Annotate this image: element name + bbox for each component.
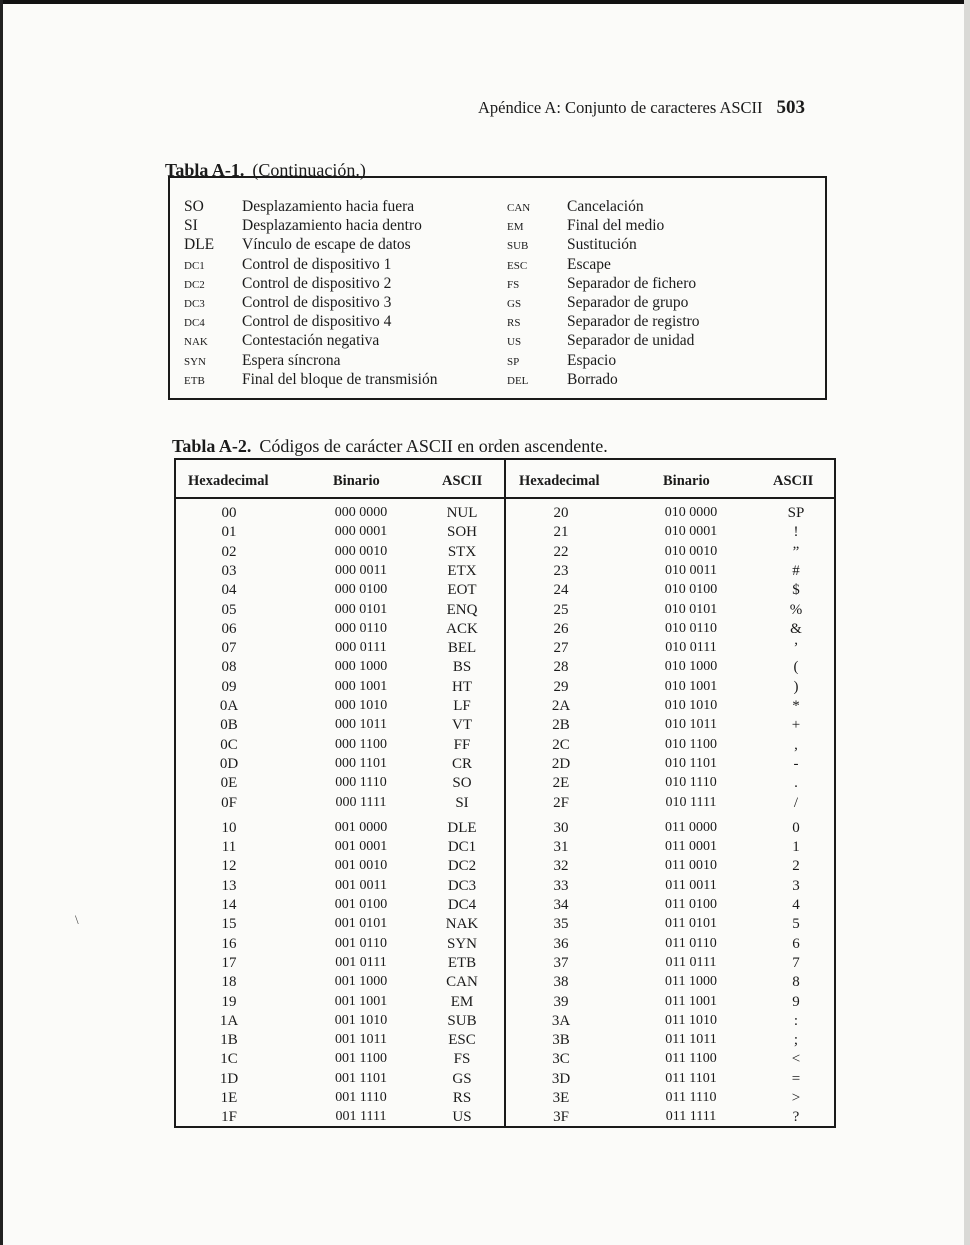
scan-edge-left — [0, 0, 3, 1245]
cell-hex-right: 28 — [553, 659, 569, 676]
table1-desc2: Final del medio — [567, 217, 665, 235]
cell-bin-right: 010 0011 — [665, 562, 717, 578]
table1-row — [170, 313, 825, 332]
cell-hex-right: 24 — [553, 582, 569, 599]
cell-bin-right: 010 1111 — [665, 794, 717, 810]
cell-bin-right: 011 0100 — [665, 897, 717, 912]
cell-bin-left: 001 1110 — [335, 1090, 387, 1105]
cell-bin-right: 011 1011 — [665, 1032, 717, 1048]
cell-hex-right: 32 — [553, 858, 569, 875]
cell-ascii-right: 4 — [792, 897, 800, 913]
cell-bin-right: 010 1000 — [664, 659, 718, 675]
cell-bin-right: 011 0000 — [665, 819, 717, 835]
cell-bin-left: 000 1001 — [334, 678, 388, 694]
cell-bin-left: 000 0000 — [334, 505, 388, 520]
cell-bin-left: 001 0100 — [334, 897, 388, 912]
cell-bin-right: 010 1100 — [665, 736, 717, 752]
cell-hex-right: 3C — [552, 1051, 570, 1068]
cell-hex-left: 07 — [221, 640, 237, 657]
table1-abbr2: RS — [507, 317, 521, 330]
table1-abbr2: US — [507, 336, 522, 349]
cell-bin-left: 001 1100 — [335, 1051, 387, 1067]
table-row — [176, 936, 834, 955]
cell-ascii-left: ETB — [447, 954, 477, 971]
table-row — [176, 698, 834, 717]
table1-abbr2: SUB — [507, 240, 529, 253]
page-number: 503 — [776, 97, 806, 118]
cell-ascii-left: HT — [452, 678, 472, 695]
table1-abbr: SI — [184, 217, 198, 235]
table-row — [176, 1109, 834, 1128]
cell-hex-right: 38 — [553, 974, 569, 991]
cell-bin-left: 001 1000 — [334, 974, 388, 990]
table-row — [176, 839, 834, 858]
cell-hex-left: 04 — [221, 582, 237, 599]
cell-ascii-right: = — [791, 1070, 801, 1087]
cell-hex-left: 10 — [221, 819, 237, 836]
cell-bin-right: 010 0001 — [664, 524, 718, 540]
cell-hex-right: 34 — [553, 897, 569, 913]
cell-hex-right: 2E — [552, 775, 570, 792]
table1-row — [170, 352, 825, 371]
table1-abbr2: EM — [507, 221, 524, 234]
cell-hex-left: 06 — [221, 620, 237, 637]
cell-bin-right: 010 0010 — [664, 543, 718, 559]
cell-bin-left: 001 0101 — [334, 916, 388, 932]
cell-bin-left: 000 0101 — [334, 601, 388, 617]
table1-desc2: Separador de unidad — [567, 332, 695, 350]
cell-ascii-right: ; — [793, 1032, 799, 1049]
table1-row — [170, 275, 825, 294]
table1-desc2: Cancelación — [567, 198, 644, 215]
cell-ascii-right: 6 — [792, 935, 800, 952]
table-row — [176, 544, 834, 563]
cell-hex-left: 0C — [220, 736, 238, 753]
scan-edge-top — [0, 0, 970, 4]
cell-ascii-left: CR — [451, 755, 472, 772]
header-ascii-right: ASCII — [773, 473, 814, 489]
table1-desc: Espera síncrona — [242, 351, 341, 369]
table-row — [176, 737, 834, 756]
cell-ascii-left: SOH — [446, 524, 477, 541]
table1-box — [168, 176, 827, 400]
cell-hex-left: 16 — [221, 935, 237, 952]
table1-abbr2: DEL — [507, 374, 529, 387]
cell-hex-left: 11 — [221, 839, 237, 856]
cell-ascii-right: , — [794, 736, 798, 753]
table1-abbr2: CAN — [507, 202, 531, 214]
cell-hex-left: 1C — [220, 1051, 238, 1068]
cell-bin-left: 000 1110 — [335, 775, 387, 791]
cell-bin-right: 011 1001 — [665, 993, 717, 1009]
cell-hex-left: 08 — [221, 659, 237, 676]
cell-ascii-right: 8 — [792, 974, 800, 991]
cell-ascii-left: FF — [453, 736, 471, 753]
table1-row — [170, 256, 825, 275]
cell-ascii-right: ” — [792, 543, 800, 560]
cell-ascii-right: SP — [787, 505, 805, 521]
cell-bin-right: 010 1011 — [665, 717, 717, 733]
cell-hex-right: 23 — [553, 562, 569, 579]
cell-ascii-left: DLE — [447, 819, 477, 836]
table1-desc2: Espacio — [567, 351, 617, 369]
table-row — [176, 897, 834, 916]
cell-bin-left: 001 1010 — [334, 1012, 388, 1028]
cell-ascii-right: # — [792, 562, 800, 579]
cell-bin-left: 001 0000 — [334, 819, 388, 835]
table-row — [176, 756, 834, 775]
table2-box — [174, 458, 836, 1128]
table-row — [176, 1032, 834, 1051]
cell-hex-left: 1A — [219, 1012, 239, 1029]
cell-bin-left: 000 0001 — [334, 524, 388, 540]
cell-ascii-right: ) — [793, 678, 799, 695]
cell-ascii-right: ’ — [793, 640, 799, 657]
cell-bin-left: 000 0011 — [335, 562, 387, 578]
cell-bin-right: 011 0011 — [665, 877, 717, 893]
cell-bin-right: 011 0001 — [665, 839, 717, 855]
cell-hex-left: 0E — [220, 775, 238, 792]
cell-ascii-left: ETX — [447, 562, 477, 579]
cell-bin-left: 000 1100 — [335, 736, 387, 752]
cell-bin-left: 000 0111 — [335, 640, 387, 656]
cell-bin-left: 001 0110 — [335, 935, 387, 951]
cell-bin-right: 011 1111 — [665, 1109, 717, 1125]
table2-caption — [172, 436, 608, 457]
cell-ascii-right: * — [792, 698, 800, 714]
cell-bin-left: 000 1000 — [334, 659, 388, 675]
header-ascii-left: ASCII — [442, 473, 483, 489]
cell-hex-left: 1B — [220, 1032, 238, 1049]
cell-ascii-right: / — [793, 794, 799, 811]
table-row — [176, 1090, 834, 1109]
table1-desc2: Separador de fichero — [567, 274, 697, 292]
cell-bin-right: 010 0000 — [664, 505, 718, 520]
table2-label: Tabla A-2. — [172, 436, 252, 456]
cell-ascii-left: ACK — [446, 620, 478, 637]
cell-ascii-left: SI — [455, 794, 469, 811]
cell-bin-right: 011 1000 — [665, 974, 717, 990]
table1-abbr2: ESC — [507, 259, 528, 272]
cell-ascii-left: BS — [452, 659, 472, 676]
table1-caption-text: (Continuación.) — [252, 160, 366, 180]
cell-bin-right: 010 0101 — [664, 601, 718, 617]
cell-ascii-right: - — [793, 755, 799, 772]
cell-bin-right: 011 1110 — [665, 1090, 717, 1105]
cell-hex-right: 33 — [553, 877, 569, 894]
table1-desc: Contestación negativa — [242, 332, 380, 350]
cell-hex-left: 05 — [221, 601, 237, 618]
cell-bin-left: 000 1101 — [335, 755, 387, 771]
cell-bin-right: 011 1101 — [665, 1070, 717, 1086]
cell-ascii-left: DC2 — [447, 858, 477, 875]
cell-ascii-right: 0 — [792, 819, 800, 836]
table1-row — [170, 371, 825, 390]
cell-ascii-left: SYN — [446, 935, 477, 952]
cell-hex-left: 14 — [221, 897, 237, 913]
cell-hex-right: 2C — [552, 736, 570, 753]
cell-ascii-left: LF — [453, 698, 471, 714]
table1-abbr: DC4 — [184, 317, 205, 330]
table1-abbr: ETB — [184, 374, 205, 387]
cell-bin-left: 000 0100 — [334, 582, 388, 598]
cell-hex-right: 3E — [552, 1090, 570, 1106]
cell-ascii-left: DC3 — [447, 877, 477, 894]
table1-desc: Control de dispositivo 4 — [242, 313, 392, 331]
cell-bin-left: 000 0010 — [334, 543, 388, 559]
cell-hex-left: 01 — [221, 524, 237, 541]
table1-row — [170, 217, 825, 236]
header-title: Apéndice A: Conjunto de caracteres ASCII — [478, 98, 763, 117]
cell-bin-left: 001 0011 — [335, 877, 387, 893]
header-divider — [176, 497, 834, 499]
header-hex-left: Hexadecimal — [188, 473, 269, 489]
table1-abbr: NAK — [184, 336, 208, 349]
cell-ascii-left: US — [452, 1109, 472, 1126]
cell-bin-left: 001 0001 — [334, 839, 388, 855]
cell-bin-left: 001 0111 — [335, 954, 387, 970]
cell-hex-right: 3B — [552, 1032, 570, 1049]
cell-bin-right: 010 1101 — [665, 755, 717, 771]
cell-ascii-right: ? — [792, 1109, 800, 1126]
cell-ascii-left: FS — [453, 1051, 471, 1068]
cell-hex-left: 0F — [221, 794, 237, 811]
cell-ascii-right: 7 — [792, 954, 800, 971]
cell-ascii-left: BEL — [447, 640, 477, 657]
table-row — [176, 621, 834, 640]
cell-hex-right: 31 — [553, 839, 569, 856]
cell-ascii-left: VT — [452, 717, 472, 734]
table1-desc: Control de dispositivo 3 — [242, 294, 392, 311]
table-row — [176, 679, 834, 698]
cell-ascii-right: 1 — [792, 839, 800, 856]
table1-abbr2: FS — [507, 278, 520, 291]
cell-bin-left: 001 0010 — [334, 858, 388, 874]
cell-ascii-left: CAN — [446, 974, 478, 991]
table1-abbr2: GS — [507, 298, 522, 310]
cell-hex-left: 15 — [221, 916, 237, 933]
cell-hex-left: 0A — [219, 698, 239, 714]
cell-hex-right: 35 — [553, 916, 569, 933]
cell-bin-left: 000 1111 — [335, 794, 387, 810]
table-row — [176, 659, 834, 678]
cell-ascii-right: % — [789, 601, 803, 618]
cell-ascii-left: EOT — [447, 582, 477, 599]
table1-desc2: Separador de registro — [567, 313, 700, 331]
table-row — [176, 524, 834, 543]
table-row — [176, 878, 834, 897]
cell-ascii-left: ESC — [448, 1032, 476, 1049]
table1-row — [170, 236, 825, 255]
table1-desc: Final del bloque de transmisión — [242, 370, 438, 388]
stray-mark: \ — [75, 912, 79, 927]
cell-hex-left: 03 — [221, 562, 237, 579]
cell-bin-right: 011 1100 — [665, 1051, 717, 1067]
cell-ascii-left: DC4 — [447, 897, 477, 913]
cell-bin-right: 010 0110 — [665, 620, 717, 636]
table-row — [176, 717, 834, 736]
scan-edge-right — [964, 0, 970, 1245]
cell-ascii-right: : — [793, 1012, 799, 1029]
table1-abbr2: SP — [507, 355, 520, 368]
table1-abbr: DC1 — [184, 259, 205, 272]
table1-row — [170, 332, 825, 351]
cell-bin-right: 011 0101 — [665, 916, 717, 932]
cell-bin-left: 000 1011 — [335, 717, 387, 733]
cell-hex-right: 37 — [553, 954, 569, 971]
table1-label: Tabla A-1. — [165, 160, 245, 180]
table2-caption-text: Códigos de carácter ASCII en orden ascendente. — [259, 436, 608, 456]
table-row — [176, 1013, 834, 1032]
cell-ascii-right: 5 — [792, 916, 800, 933]
table-row — [176, 640, 834, 659]
cell-ascii-left: NUL — [446, 505, 478, 521]
table1-abbr: DLE — [184, 236, 215, 254]
cell-hex-right: 21 — [553, 524, 569, 541]
cell-hex-right: 2F — [553, 794, 569, 811]
table1-abbr: SYN — [184, 355, 207, 368]
cell-hex-right: 2B — [552, 717, 570, 734]
cell-ascii-right: > — [791, 1090, 801, 1106]
cell-hex-left: 0B — [220, 717, 238, 734]
cell-hex-left: 0D — [219, 755, 239, 772]
cell-ascii-left: ENQ — [446, 601, 478, 618]
cell-ascii-left: DC1 — [447, 839, 477, 856]
cell-ascii-left: SO — [452, 775, 472, 792]
cell-ascii-right: ! — [793, 524, 799, 541]
table-row — [176, 916, 834, 935]
table1-desc2: Sustitución — [567, 236, 637, 254]
table-row — [176, 1071, 834, 1090]
cell-ascii-left: EM — [450, 993, 474, 1010]
cell-hex-right: 2A — [551, 698, 571, 714]
cell-hex-left: 13 — [221, 877, 237, 894]
cell-ascii-right: $ — [792, 582, 800, 599]
table-row — [176, 955, 834, 974]
cell-bin-right: 011 0111 — [665, 954, 717, 970]
cell-hex-right: 3D — [551, 1070, 571, 1087]
cell-hex-right: 39 — [553, 993, 569, 1010]
running-header — [478, 97, 805, 119]
cell-ascii-left: GS — [452, 1070, 472, 1087]
table1-abbr: DC3 — [184, 298, 205, 310]
cell-bin-left: 000 0110 — [335, 620, 387, 636]
cell-ascii-right: . — [794, 775, 798, 792]
cell-bin-right: 011 1010 — [665, 1012, 717, 1028]
cell-bin-left: 001 1101 — [335, 1070, 387, 1086]
cell-hex-right: 30 — [553, 819, 569, 836]
table1-desc: Control de dispositivo 1 — [242, 255, 392, 273]
cell-hex-right: 2D — [551, 755, 571, 772]
cell-ascii-right: ( — [793, 659, 799, 676]
cell-ascii-right: + — [791, 717, 801, 734]
header-bin-left: Binario — [333, 473, 380, 489]
table1-desc2: Borrado — [567, 370, 618, 388]
cell-hex-right: 3F — [553, 1109, 569, 1126]
table1-desc2: Escape — [567, 255, 611, 273]
cell-hex-left: 00 — [221, 505, 237, 521]
header-bin-right: Binario — [663, 473, 710, 489]
cell-ascii-left: STX — [447, 543, 477, 560]
cell-bin-right: 011 0010 — [665, 858, 717, 874]
cell-ascii-right: 2 — [792, 858, 800, 875]
table1-row — [170, 294, 825, 313]
table-row — [176, 505, 834, 524]
cell-ascii-left: SUB — [447, 1012, 477, 1029]
cell-hex-right: 26 — [553, 620, 569, 637]
cell-ascii-right: & — [790, 620, 802, 637]
cell-bin-right: 010 0100 — [664, 582, 718, 598]
table-row — [176, 602, 834, 621]
cell-hex-left: 1D — [219, 1070, 239, 1087]
cell-ascii-right: 3 — [792, 877, 800, 894]
table-row — [176, 974, 834, 993]
cell-hex-right: 36 — [553, 935, 569, 952]
table-row — [176, 820, 834, 839]
cell-hex-left: 02 — [221, 543, 237, 560]
table-row — [176, 775, 834, 794]
cell-hex-right: 20 — [553, 505, 569, 521]
table1-abbr: DC2 — [184, 278, 205, 291]
cell-bin-right: 010 0111 — [665, 640, 717, 656]
cell-hex-right: 3A — [551, 1012, 571, 1029]
cell-bin-left: 000 1010 — [334, 698, 388, 713]
cell-hex-left: 19 — [221, 993, 237, 1010]
cell-ascii-left: NAK — [445, 916, 479, 933]
header-hex-right: Hexadecimal — [519, 473, 600, 489]
table-row — [176, 795, 834, 814]
cell-hex-left: 12 — [221, 858, 237, 875]
table1-row — [170, 198, 825, 217]
table1-desc: Vínculo de escape de datos — [242, 236, 411, 254]
cell-bin-right: 010 1001 — [664, 678, 718, 694]
cell-hex-left: 1F — [221, 1109, 237, 1126]
cell-hex-right: 29 — [553, 678, 569, 695]
cell-hex-right: 22 — [553, 543, 569, 560]
cell-hex-left: 09 — [221, 678, 237, 695]
table-row — [176, 563, 834, 582]
cell-bin-left: 001 1001 — [334, 993, 388, 1009]
cell-ascii-right: 9 — [792, 993, 800, 1010]
cell-bin-right: 011 0110 — [665, 935, 717, 951]
cell-hex-right: 25 — [553, 601, 569, 618]
table-row — [176, 858, 834, 877]
table-row — [176, 1051, 834, 1070]
cell-hex-left: 17 — [221, 954, 237, 971]
table1-desc: Control de dispositivo 2 — [242, 274, 392, 292]
cell-hex-left: 18 — [221, 974, 237, 991]
cell-bin-right: 010 1010 — [664, 698, 718, 713]
table1-desc: Desplazamiento hacia dentro — [242, 217, 422, 235]
table1-abbr: SO — [184, 198, 204, 215]
table1-desc2: Separador de grupo — [567, 294, 689, 311]
cell-bin-left: 001 1111 — [335, 1109, 387, 1125]
cell-ascii-right: < — [791, 1051, 801, 1068]
table1-desc: Desplazamiento hacia fuera — [242, 198, 415, 215]
table-row — [176, 582, 834, 601]
cell-hex-right: 27 — [553, 640, 569, 657]
cell-bin-left: 001 1011 — [335, 1032, 387, 1048]
cell-ascii-left: RS — [452, 1090, 472, 1106]
cell-bin-right: 010 1110 — [665, 775, 717, 791]
cell-hex-left: 1E — [220, 1090, 238, 1106]
table-row — [176, 994, 834, 1013]
